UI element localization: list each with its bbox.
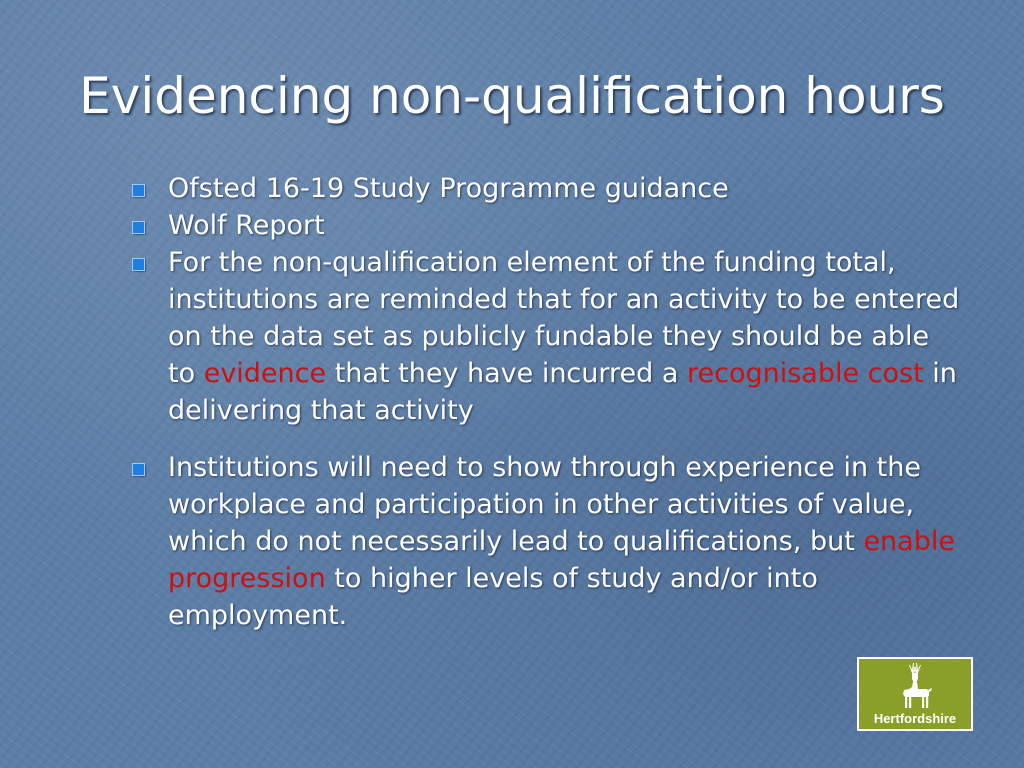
bullet-item <box>130 207 960 244</box>
bullet-text: For the non-qualification element of the funding total, institutions are reminded that for an activity to be entered on the data set as publicly fundable they should be able to <box>168 247 960 389</box>
hertfordshire-logo <box>857 657 973 731</box>
bullet-marker-icon <box>132 258 145 271</box>
bullet-marker-icon <box>132 221 145 234</box>
bullet-marker-icon <box>132 184 145 197</box>
bullet-text: that they have incurred a <box>326 358 687 389</box>
logo-text: Hertfordshire <box>873 711 957 726</box>
bullet-text: in delivering that activity <box>168 358 957 426</box>
bullet-item <box>130 449 960 634</box>
bullet-text: Wolf Report <box>168 210 325 241</box>
bullet-item <box>130 244 960 429</box>
bullet-text: Ofsted 16-19 Study Programme guidance <box>168 173 729 204</box>
hart-icon <box>893 661 937 711</box>
bullet-item <box>130 170 960 207</box>
bullet-text: to higher levels of study and/or into employment. <box>168 563 818 631</box>
highlight-enable-progression: enable progression <box>168 526 955 594</box>
bullet-list <box>130 170 960 634</box>
highlight-recognisable-cost: recognisable cost <box>687 358 924 389</box>
bullet-marker-icon <box>132 463 145 476</box>
highlight-evidence: evidence <box>203 358 327 389</box>
bullet-text: Institutions will need to show through experience in the workplace and participation in other activities of value, which do not necessarily lead to qualifications, but <box>168 452 921 557</box>
slide-title: Evidencing non-qualification hours <box>79 67 945 125</box>
